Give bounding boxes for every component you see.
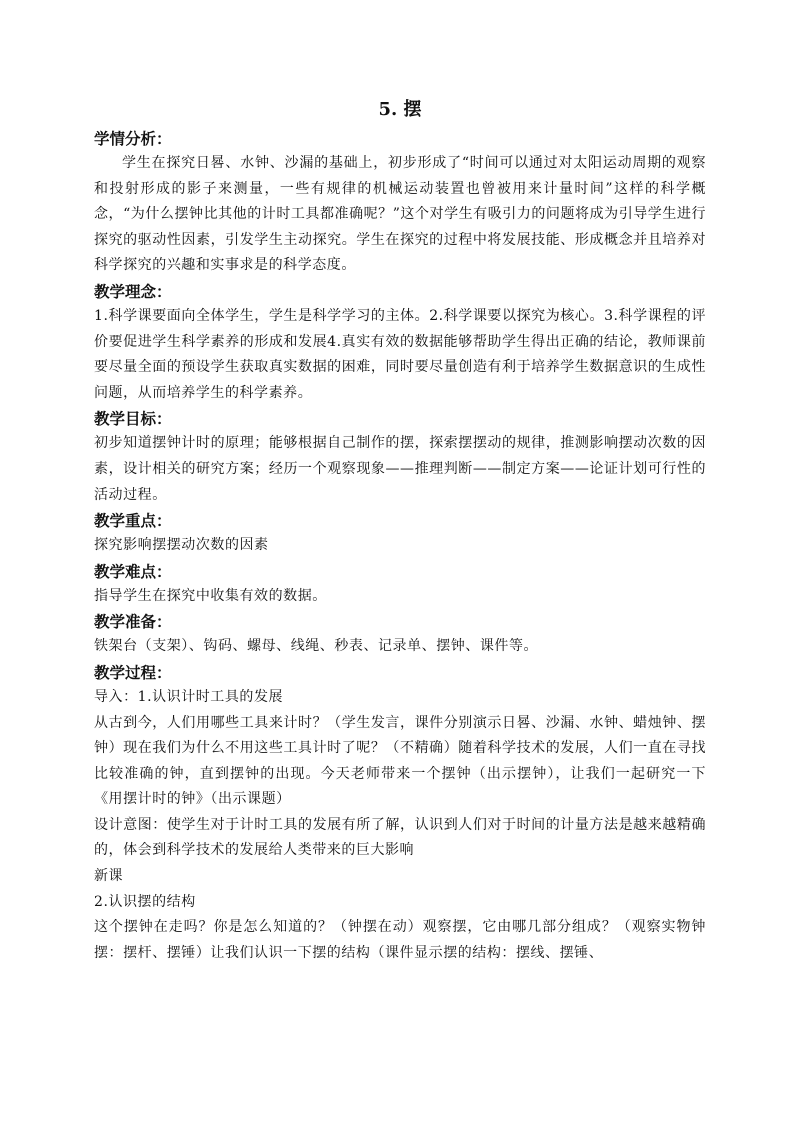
document-title: 5. 摆	[378, 99, 422, 120]
paragraph-process-structure: 这个摆钟在走吗？你是怎么知道的？（钟摆在动）观察摆，它由哪几部分组成？（观察实物钟摆：摆杆、摆锤）让我们认识一下摆的结构（课件显示摆的结构：摆线、摆锤、	[94, 919, 706, 961]
paragraph-philosophy: 1.科学课要面向全体学生，学生是科学学习的主体。2.科学课要以探究为核心。3.科学课程的评价要促进学生科学素养的形成和发展4.真实有效的数据能够帮助学生得出正确的结论，教师课前要尽量全面的预设学生获取真实数据的困难，同时要尽量创造有利于培养学生数据意识的生成性问题，从而培养学生的科学素养。	[94, 307, 706, 401]
paragraph-focus: 探究影响摆摆动次数的因素	[94, 537, 269, 554]
paragraph-analysis: 学生在探究日晷、水钟、沙漏的基础上，初步形成了“时间可以通过对太阳运动周期的观察和投射形成的影子来测量，一些有规律的机械运动装置也曾被用来计量时间”这样的科学概念，“为什么摆钟比其他的计时工具都准确呢？”这个对学生有吸引力的问题将成为引导学生进行探究的驱动性因素，引发学生主动探究。学生在探究的过程中将发展技能、形成概念并且培养对科学探究的兴趣和实事求是的科学态度。	[94, 155, 706, 274]
paragraph-process-design: 设计意图：使学生对于计时工具的发展有所了解，认识到人们对于时间的计量方法是越来越精确的，体会到科学技术的发展给人类带来的巨大影响	[94, 816, 706, 859]
paragraph-process-new-lesson: 新课	[94, 868, 124, 885]
heading-philosophy: 教学理念：	[94, 281, 172, 301]
paragraph-difficulty: 指导学生在探究中收集有效的数据。	[94, 587, 327, 604]
heading-difficulty: 教学难点：	[94, 561, 172, 581]
document-page	[94, 96, 706, 966]
heading-goals: 教学目标：	[94, 409, 172, 429]
paragraph-process-tools: 从古到今，人们用哪些工具来计时？（学生发言，课件分别演示日晷、沙漏、水钟、蜡烛钟、摆钟）现在我们为什么不用这些工具计时了呢？（不精确）随着科学技术的发展，人们一直在寻找比较准确的钟，直到摆钟的出现。今天老师带来一个摆钟（出示摆钟），让我们一起研究一下《用摆计时的钟》（出示课题）	[94, 714, 706, 808]
paragraph-process-intro: 导入：1.认识计时工具的发展	[94, 688, 284, 705]
heading-focus: 教学重点：	[94, 511, 172, 531]
paragraph-process-structure-heading: 2.认识摆的结构	[94, 893, 196, 910]
heading-analysis: 学情分析：	[94, 129, 172, 148]
heading-process: 教学过程：	[94, 662, 172, 682]
paragraph-preparation: 铁架台（支架）、钩码、螺母、线绳、秒表、记录单、摆钟、课件等。	[94, 638, 539, 655]
heading-preparation: 教学准备：	[94, 612, 172, 632]
paragraph-goals: 初步知道摆钟计时的原理；能够根据自己制作的摆，探索摆摆动的规律，推测影响摆动次数的因素，设计相关的研究方案；经历一个观察现象——推理判断——制定方案——论证计划可行性的活动过程。	[94, 435, 706, 503]
